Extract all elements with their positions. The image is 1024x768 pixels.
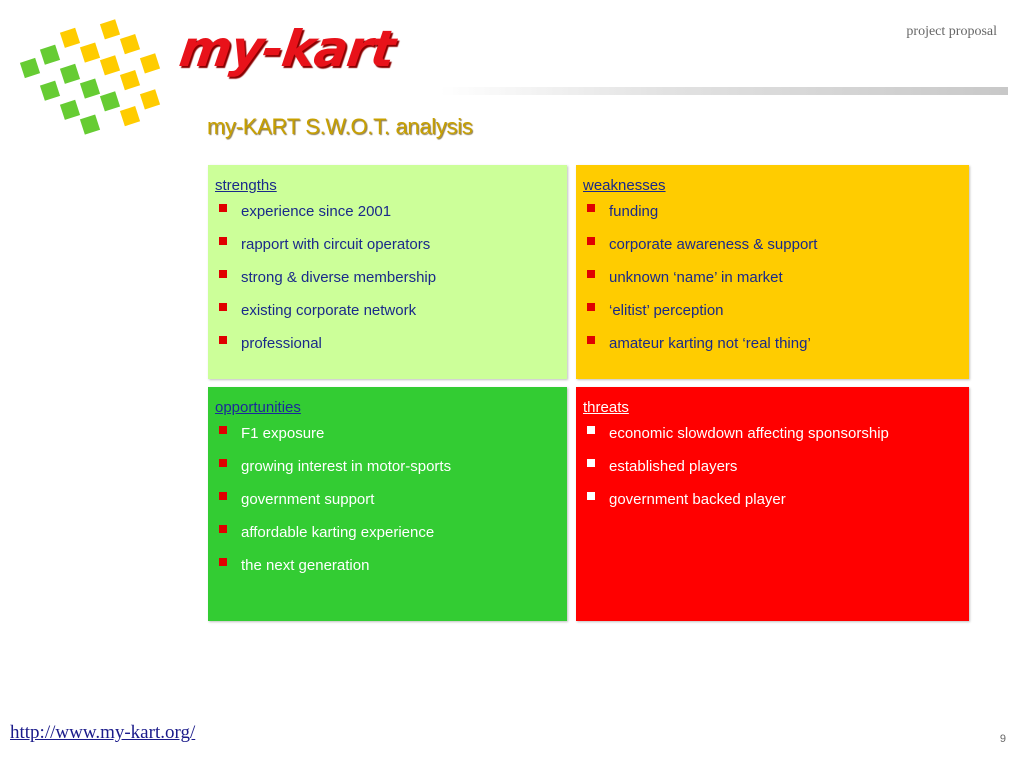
list-item: [583, 203, 963, 221]
website-link[interactable]: http://www.my-kart.org/: [10, 722, 196, 743]
list-item: [583, 335, 963, 353]
list-item: [215, 302, 561, 320]
list-item: [583, 425, 963, 443]
flag-square: [120, 34, 140, 54]
opportunities-list: [215, 425, 561, 575]
strengths-quadrant: [208, 165, 567, 379]
flag-square: [100, 55, 120, 75]
flag-square: [120, 70, 140, 90]
weaknesses-quadrant: [576, 165, 969, 379]
flag-square: [60, 64, 80, 84]
flag-square: [40, 81, 60, 101]
list-item: [215, 335, 561, 353]
list-item-text: affordable karting experience: [241, 524, 435, 541]
threats-list: [583, 425, 963, 509]
list-item-text: unknown ‘name’ in market: [609, 269, 783, 286]
square-bullet-icon: [587, 270, 595, 278]
list-item: [215, 491, 561, 509]
list-item: [583, 458, 963, 476]
flag-square: [140, 89, 160, 109]
list-item: [215, 524, 561, 542]
threats-heading: threats: [583, 399, 629, 416]
square-bullet-icon: [219, 492, 227, 500]
flag-square: [60, 28, 80, 48]
list-item: [215, 269, 561, 287]
square-bullet-icon: [219, 204, 227, 212]
checkered-flag-logo: [14, 14, 174, 144]
header-divider: [440, 87, 1008, 95]
strengths-heading: strengths: [215, 177, 277, 194]
square-bullet-icon: [587, 426, 595, 434]
list-item-text: professional: [241, 335, 322, 352]
list-item-text: government backed player: [609, 491, 786, 508]
square-bullet-icon: [219, 525, 227, 533]
flag-square: [140, 53, 160, 73]
list-item-text: amateur karting not ‘real thing’: [609, 335, 811, 352]
flag-square: [80, 78, 100, 98]
square-bullet-icon: [219, 336, 227, 344]
list-item-text: strong & diverse membership: [241, 269, 437, 286]
project-label: project proposal: [906, 24, 997, 39]
list-item-text: corporate awareness & support: [609, 236, 818, 253]
threats-quadrant: [576, 387, 969, 621]
slide-title: my-KART S.W.O.T. analysis: [207, 114, 473, 139]
square-bullet-icon: [219, 270, 227, 278]
strengths-list: [215, 203, 561, 353]
flag-square: [120, 106, 140, 126]
list-item-text: funding: [609, 203, 659, 220]
list-item-text: F1 exposure: [241, 425, 325, 442]
list-item-text: government support: [241, 491, 375, 508]
flag-square: [40, 45, 60, 65]
flag-square: [60, 100, 80, 120]
flag-square: [80, 42, 100, 62]
list-item: [583, 236, 963, 254]
square-bullet-icon: [587, 492, 595, 500]
flag-square: [100, 91, 120, 111]
flag-square: [100, 19, 120, 39]
list-item: [583, 491, 963, 509]
list-item: [215, 557, 561, 575]
opportunities-quadrant: [208, 387, 567, 621]
list-item-text: economic slowdown affecting sponsorship: [609, 425, 889, 442]
list-item-text: rapport with circuit operators: [241, 236, 431, 253]
square-bullet-icon: [219, 558, 227, 566]
list-item: [215, 425, 561, 443]
square-bullet-icon: [219, 426, 227, 434]
square-bullet-icon: [219, 459, 227, 467]
flag-square: [80, 114, 100, 134]
list-item: [215, 458, 561, 476]
page-number: 9: [999, 733, 1006, 745]
weaknesses-list: [583, 203, 963, 353]
list-item: [583, 302, 963, 320]
opportunities-heading: opportunities: [215, 399, 301, 416]
list-item-text: growing interest in motor-sports: [241, 458, 452, 475]
flag-square: [20, 58, 40, 78]
list-item-text: the next generation: [241, 557, 370, 574]
list-item: [583, 269, 963, 287]
square-bullet-icon: [219, 237, 227, 245]
list-item: [215, 236, 561, 254]
square-bullet-icon: [587, 237, 595, 245]
square-bullet-icon: [587, 336, 595, 344]
square-bullet-icon: [219, 303, 227, 311]
brand-logo-text: my-kart: [175, 20, 399, 78]
list-item-text: established players: [609, 458, 738, 475]
square-bullet-icon: [587, 459, 595, 467]
list-item-text: experience since 2001: [241, 203, 392, 220]
square-bullet-icon: [587, 303, 595, 311]
square-bullet-icon: [587, 204, 595, 212]
weaknesses-heading: weaknesses: [583, 177, 666, 194]
list-item-text: ‘elitist’ perception: [609, 302, 724, 319]
list-item-text: existing corporate network: [241, 302, 417, 319]
list-item: [215, 203, 561, 221]
